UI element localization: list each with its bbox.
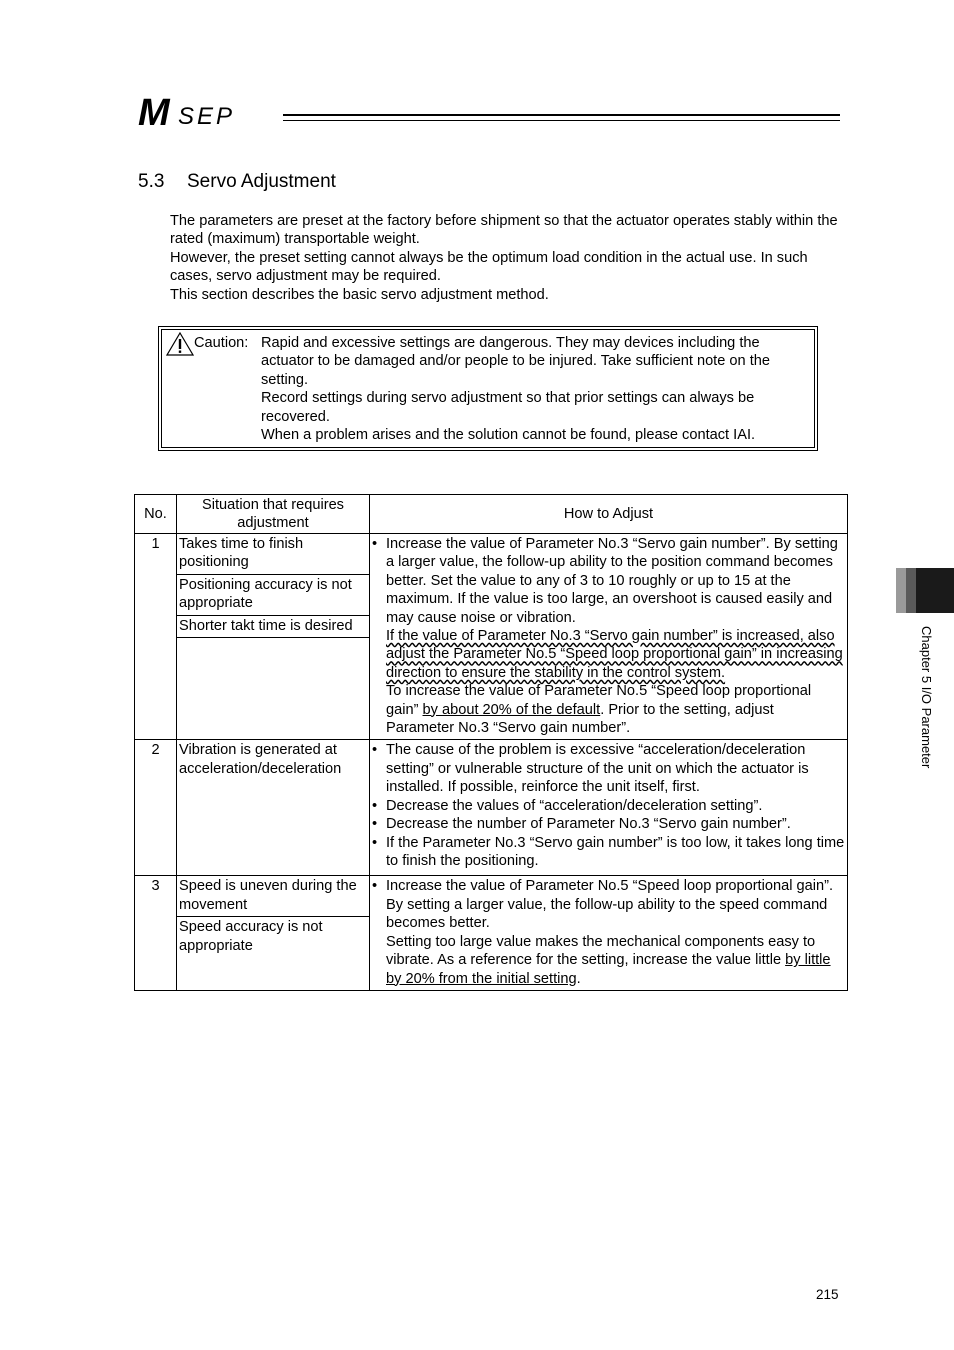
- table-row: [135, 534, 848, 740]
- how-bullet: [386, 877, 845, 987]
- how-cell: [370, 876, 848, 990]
- how-text-underlined: by about 20% of the default: [422, 701, 601, 718]
- intro-text: [170, 212, 850, 304]
- table-row: [135, 740, 848, 876]
- caution-line: Rapid and excessive settings are dangerous. They may devices including the actuator to be damaged and/or people to be injured. Take sufficient note on the setting.: [261, 335, 770, 388]
- section-number: 5.3: [138, 171, 165, 192]
- msep-logo: [138, 92, 274, 128]
- row-number: 2: [135, 740, 177, 876]
- how-text: Setting too large value makes the mechanical components easy to vibrate. As a reference for the setting, increase the value little: [386, 933, 816, 969]
- how-text: Increase the value of Parameter No.5 “Speed loop proportional gain”. By setting a larger value, the follow-up ability to the speed command becomes better.: [386, 878, 833, 932]
- servo-adjustment-table: [134, 494, 848, 991]
- situation-item: Speed is uneven during the movement: [179, 878, 357, 913]
- how-text-underlined: by little by 20% from the initial setting: [386, 952, 831, 987]
- situation-item: Positioning accuracy is not appropriate: [177, 574, 369, 615]
- how-bullet: • Decrease the number of Parameter No.3 “Servo gain number”.: [386, 815, 845, 833]
- svg-text:M: M: [138, 92, 168, 128]
- intro-paragraph: The parameters are preset at the factory before shipment so that the actuator operates stably within the rated (maximum) transportable weight.: [170, 213, 838, 248]
- intro-paragraph: This section describes the basic servo adjustment method.: [170, 286, 549, 303]
- section-title: [138, 171, 336, 193]
- chapter-label: Chapter 5 I/O Parameter: [919, 626, 934, 769]
- how-text-underlined: If the value of Parameter No.3 “Servo gain number” is increased, also adjust the Parameter No.5 “Speed loop proportional gain” in increasing direction to ensure the stability in the control system.: [386, 628, 843, 681]
- intro-paragraph: However, the preset setting cannot always be the optimum load condition in the actual use. In such cases, servo adjustment may be required.: [170, 249, 808, 285]
- how-text: Increase the value of Parameter No.3 “Servo gain number”. By setting a larger value, the follow-up ability to the position command becomes better. Set the value to any of 3 to 10 roughly or up to 15 at the maximum. If the value is too large, an overshoot is caused easily and may cause noise or vibration.: [386, 536, 838, 626]
- header-situation: Situation that requires adjustment: [177, 495, 370, 534]
- how-bullet: • If the Parameter No.3 “Servo gain number” is too low, it takes long time to finish the positioning.: [386, 834, 845, 871]
- warning-triangle-icon: [166, 332, 194, 356]
- header-how: How to Adjust: [370, 495, 848, 534]
- situation-item: Takes time to finish positioning: [179, 536, 304, 571]
- row-number: 1: [135, 534, 177, 740]
- caution-label: Caution:: [194, 335, 249, 351]
- row-number: 3: [135, 876, 177, 990]
- how-bullet: [386, 535, 845, 737]
- how-bullet: • The cause of the problem is excessive “acceleration/deceleration setting” or vulnerable structure of the unit on which the actuator is installed. If possible, reinforce the unit itself, first.: [386, 741, 845, 796]
- how-text: . Prior to the setting, adjust Parameter No.3 “Servo gain number”.: [386, 701, 774, 737]
- how-cell: [370, 534, 848, 740]
- header-rule: [283, 114, 840, 124]
- section-title-text: Servo Adjustment: [187, 171, 336, 192]
- header-no: No.: [135, 495, 177, 534]
- situation-item: Vibration is generated at acceleration/deceleration: [179, 742, 342, 777]
- situation-item: Speed accuracy is not appropriate: [177, 916, 369, 957]
- situation-cell: [177, 534, 370, 740]
- page-number: 215: [816, 1287, 839, 1302]
- table-row: [135, 876, 848, 990]
- caution-text: [261, 334, 813, 444]
- svg-text:SEP: SEP: [178, 103, 236, 128]
- caution-line: Record settings during servo adjustment so that prior settings can always be recovered.: [261, 390, 755, 425]
- table-header-row: [135, 495, 848, 534]
- how-text: .: [576, 970, 581, 987]
- situation-cell: [177, 876, 370, 990]
- caution-line: When a problem arises and the solution cannot be found, please contact IAI.: [261, 427, 756, 444]
- how-cell: [370, 740, 848, 876]
- situation-cell: [177, 740, 370, 876]
- chapter-tab-marker: [896, 568, 954, 613]
- how-text: To increase the value of Parameter No.5 “Speed loop proportional gain”: [386, 683, 812, 718]
- situation-item: Shorter takt time is desired: [177, 615, 369, 638]
- how-bullet: • Decrease the values of “acceleration/deceleration setting”.: [386, 797, 845, 815]
